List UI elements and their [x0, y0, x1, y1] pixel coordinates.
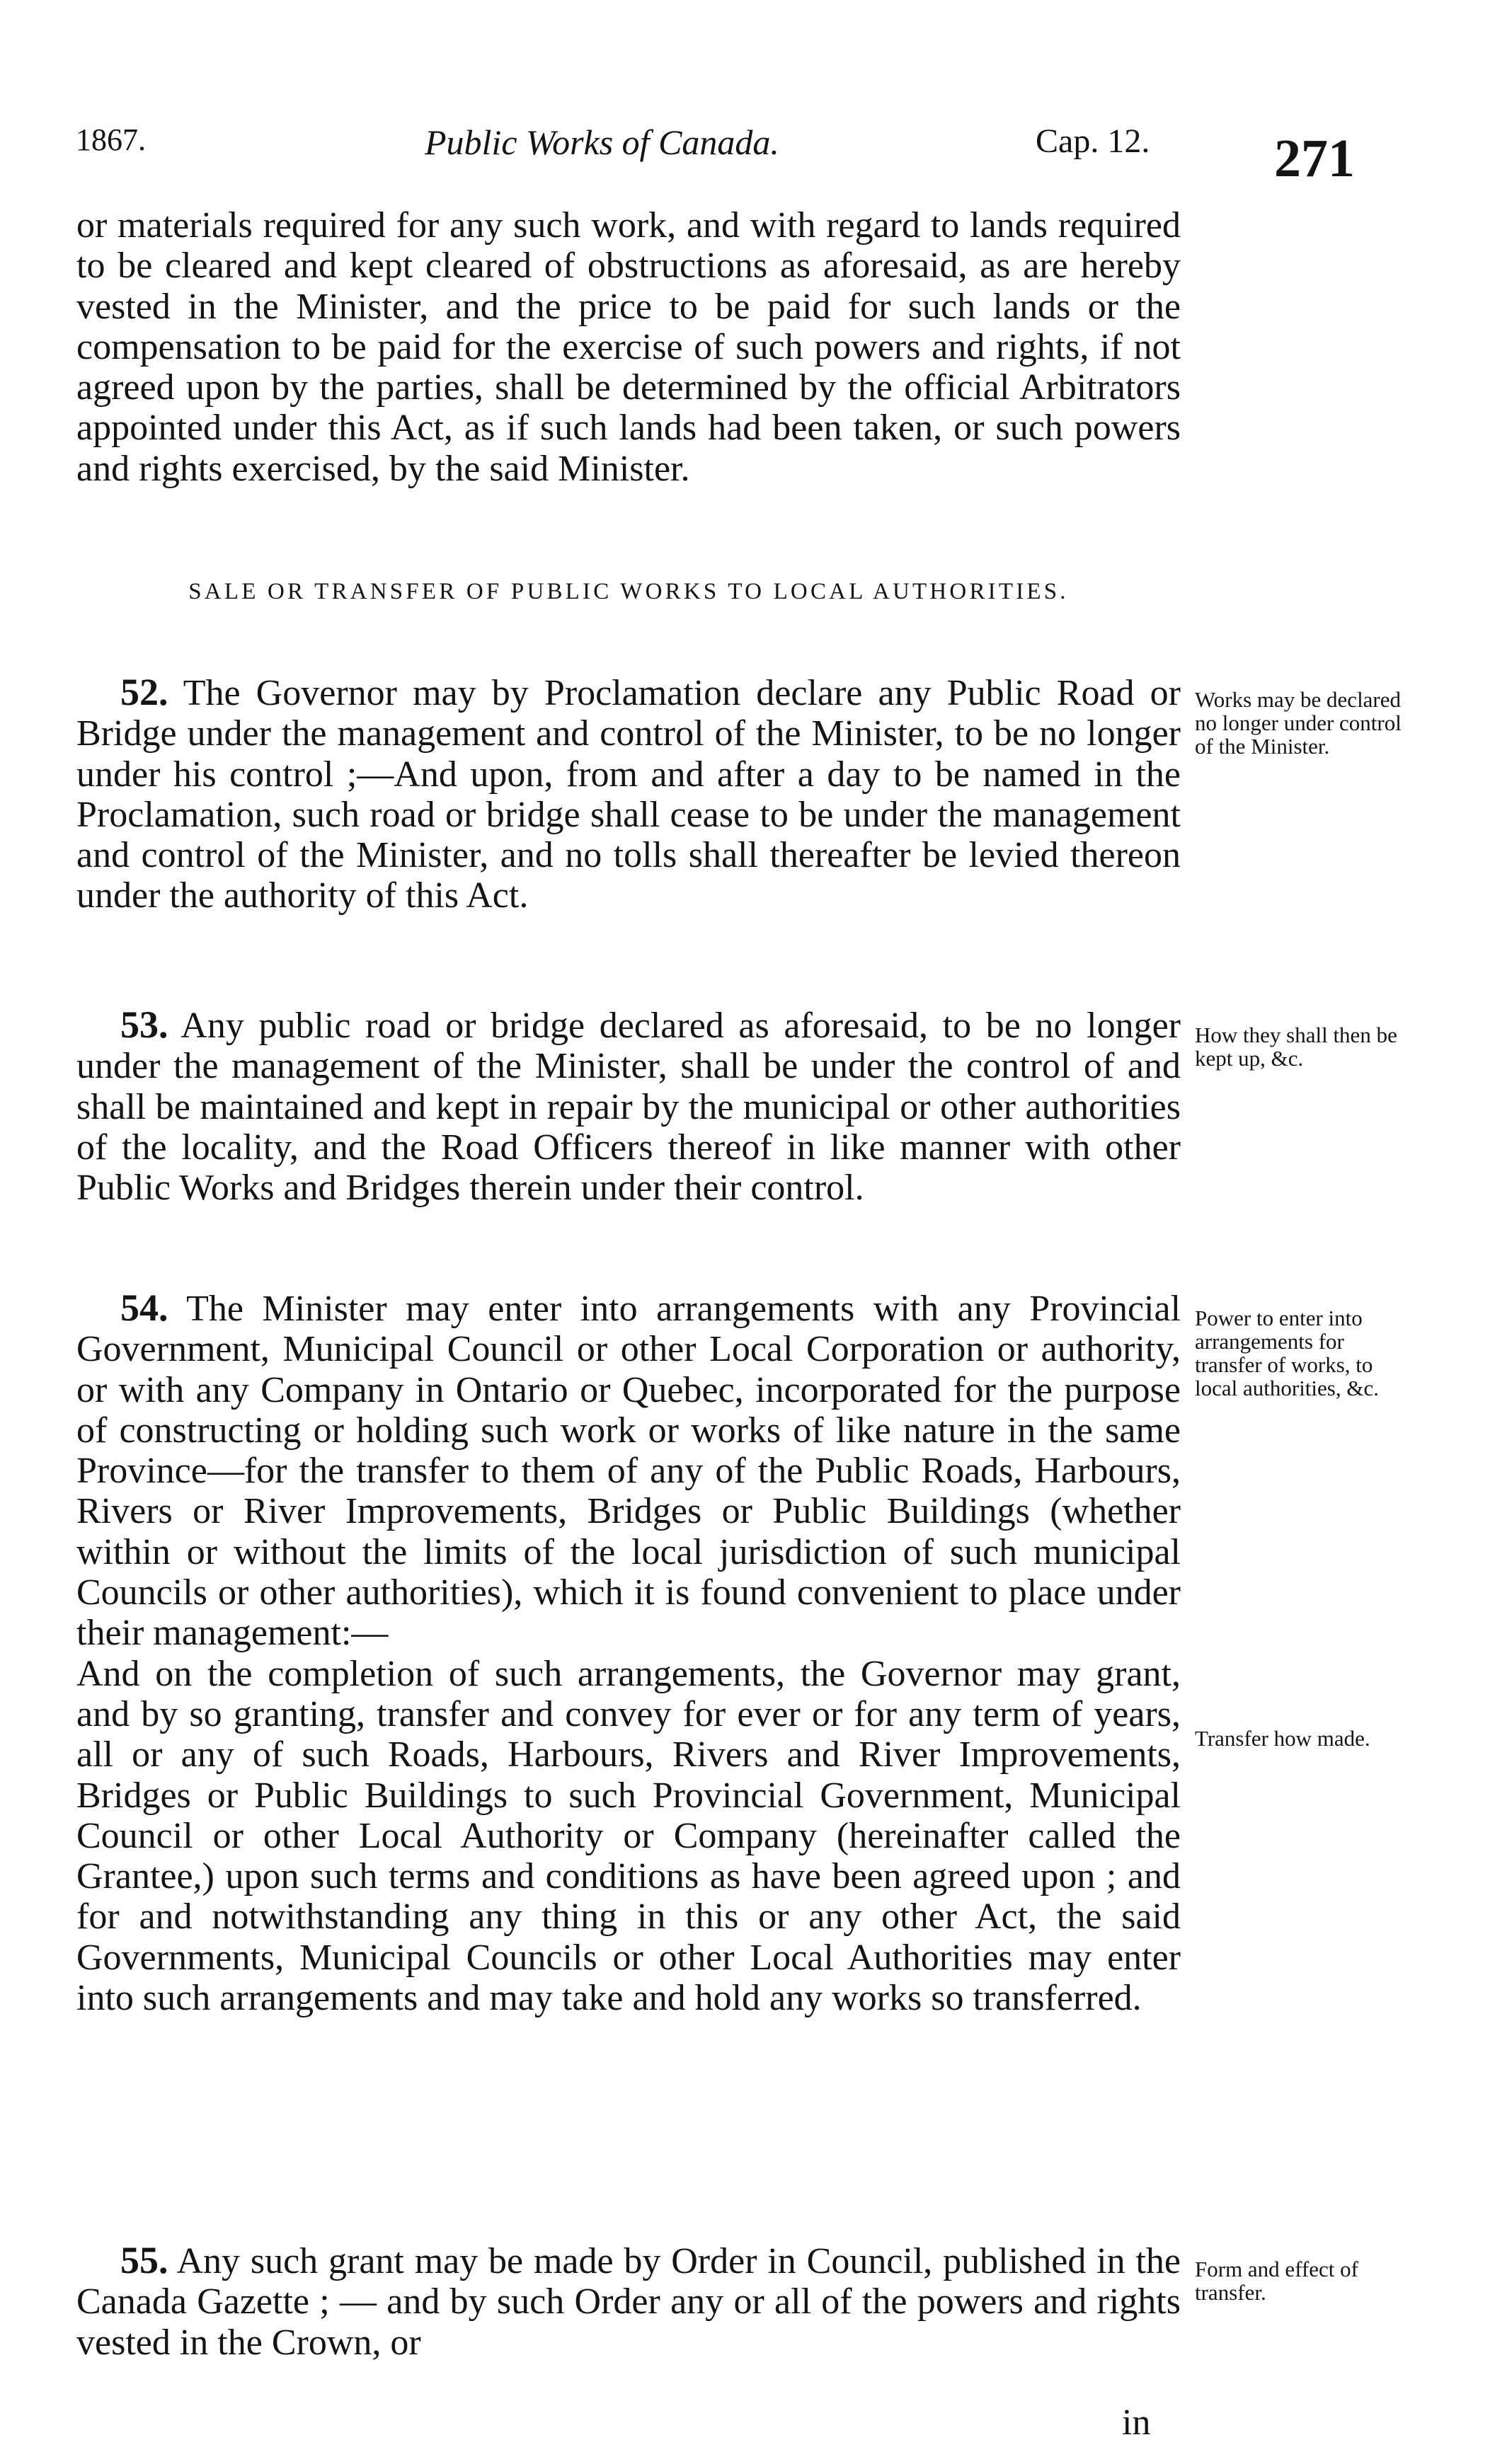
- section-number: 55.: [120, 2239, 168, 2281]
- section-heading: SALE OR TRANSFER OF PUBLIC WORKS TO LOCAL AUTHORITIES.: [188, 579, 1069, 604]
- section-55: [76, 2240, 1181, 2363]
- margin-note-53: How they shall then be kept up, &c.: [1195, 1023, 1397, 1071]
- section-54: [76, 1288, 1181, 2018]
- margin-note-54: Power to enter into arrangements for transfer of works, to local authorities, &c.: [1195, 1306, 1379, 1400]
- section-number: 54.: [120, 1286, 168, 1329]
- section-52: [76, 672, 1181, 916]
- catchword: in: [1122, 2402, 1151, 2443]
- section-number: 52.: [120, 671, 168, 713]
- margin-note-55: Form and effect of transfer.: [1195, 2257, 1358, 2305]
- header-year: 1867.: [76, 122, 146, 157]
- page-number: 271: [1274, 129, 1355, 188]
- section-text: The Governor may by Proclamation declare any Public Road or Bridge under the management and control of the Minister, to be no longer under his control ;—And upon, from and after a day to be named in the Proclamation, such road or bridge shall cease to be under the management and control of the Minister, and no tolls shall thereafter be levied thereon under the authority of this Act.: [76, 673, 1181, 916]
- continuation-paragraph: [76, 205, 1181, 489]
- section-text: Any public road or bridge declared as aforesaid, to be no longer under the management of the Minister, shall be under the control of and shall be maintained and kept in repair by the municipal or other authorities of the locality, and the Road Officers thereof in like manner with other Public Works and Bridges therein under their control.: [76, 1006, 1181, 1209]
- section-text: The Minister may enter into arrangements with any Provincial Government, Municipal Council or other Local Corporation or authority, or with any Company in Ontario or Quebec, incorporated for the purpose of constructing or holding such work or works of like nature in the same Province—for the transfer to them of any of the Public Roads, Harbours, Rivers or River Improvements, Bridges or Public Buildings (whether within or without the limits of the local jurisdiction of such municipal Councils or other authorities), which it is found convenient to place under their management:—: [76, 1289, 1181, 1654]
- section-53: [76, 1005, 1181, 1208]
- continuation-text: or materials required for any such work, and with regard to lands required to be cleared and kept cleared of obstructions as aforesaid, as are hereby vested in the Minister, and the price to be paid for such lands or the compensation to be paid for the exercise of such powers and rights, if not agreed upon by the parties, shall be determined by the official Arbitrators appointed under this Act, as if such lands had been taken, or such powers and rights exercised, by the said Minister.: [76, 205, 1181, 489]
- section-text: Any such grant may be made by Order in Council, published in the Canada Gazette ; — and by such Order any or all of the powers and rights vested in the Crown, or: [76, 2241, 1181, 2363]
- margin-note-52: Works may be declared no longer under control of the Minister.: [1195, 687, 1402, 759]
- margin-note-54b: Transfer how made.: [1195, 1726, 1370, 1751]
- section-number: 53.: [120, 1003, 168, 1046]
- section-text-continued: And on the completion of such arrangements, the Governor may grant, and by so granting, transfer and convey for ever or for any term of years, all or any of such Roads, Harbours, Rivers and River Improvements, Bridges or Public Buildings to such Provincial Government, Municipal Council or other Local Authority or Company (hereinafter called the Grantee,) upon such terms and conditions as have been agreed upon ; and for and notwithstanding any thing in this or any other Act, the said Governments, Municipal Councils or other Local Authorities may enter into such arrangements and may take and hold any works so transferred.: [76, 1653, 1181, 2019]
- header-title: Public Works of Canada.: [425, 122, 779, 162]
- header-chapter: Cap. 12.: [1036, 122, 1150, 160]
